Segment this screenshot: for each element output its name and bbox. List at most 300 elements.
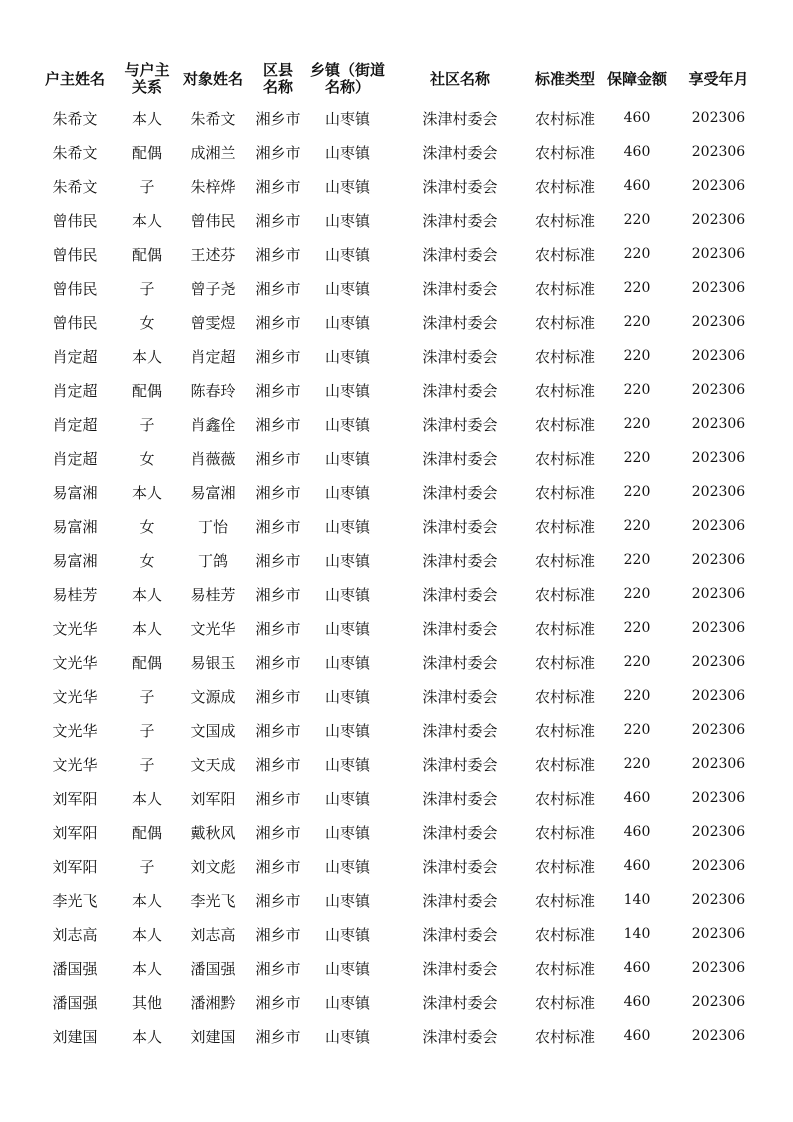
- cell-recipient-name: 刘志高: [190, 925, 236, 944]
- cell-community: 洙津村委会: [422, 755, 498, 774]
- cell-relation: 本人: [131, 959, 162, 978]
- cell-household-head: 易富湘: [52, 551, 98, 570]
- cell-standard-type: 农村标准: [534, 483, 595, 502]
- cell-county: 湘乡市: [255, 347, 301, 366]
- cell-county: 湘乡市: [255, 415, 301, 434]
- cell-relation: 子: [139, 415, 155, 434]
- cell-standard-type: 农村标准: [534, 143, 595, 162]
- cell-amount: 460: [623, 994, 651, 1010]
- cell-period: 202306: [691, 858, 746, 874]
- cell-amount: 460: [623, 110, 651, 126]
- table-row: [31, 543, 763, 577]
- cell-standard-type: 农村标准: [534, 959, 595, 978]
- cell-community: 洙津村委会: [422, 789, 498, 808]
- cell-town: 山枣镇: [324, 993, 370, 1012]
- cell-household-head: 肖定超: [52, 415, 98, 434]
- header-community-label: 社区名称: [429, 69, 490, 88]
- cell-household-head: 文光华: [52, 653, 98, 672]
- table-row: [31, 713, 763, 747]
- cell-county: 湘乡市: [255, 211, 301, 230]
- cell-relation: 本人: [131, 1027, 162, 1046]
- cell-town: 山枣镇: [324, 1027, 370, 1046]
- cell-relation: 子: [139, 721, 155, 740]
- cell-community: 洙津村委会: [422, 245, 498, 264]
- cell-recipient-name: 戴秋风: [190, 823, 236, 842]
- cell-amount: 220: [623, 450, 651, 466]
- cell-household-head: 文光华: [52, 619, 98, 638]
- cell-standard-type: 农村标准: [534, 347, 595, 366]
- header-amount: [600, 57, 674, 101]
- cell-relation: 本人: [131, 347, 162, 366]
- cell-amount: 460: [623, 790, 651, 806]
- cell-household-head: 曾伟民: [52, 279, 98, 298]
- cell-period: 202306: [691, 246, 746, 262]
- cell-period: 202306: [691, 110, 746, 126]
- cell-recipient-name: 潘湘黔: [190, 993, 236, 1012]
- cell-period: 202306: [691, 892, 746, 908]
- header-relation-line1: 与户主: [124, 61, 170, 79]
- cell-county: 湘乡市: [255, 891, 301, 910]
- cell-recipient-name: 丁怡: [197, 517, 228, 536]
- table-row: [31, 475, 763, 509]
- header-amount-label: 保障金额: [606, 69, 667, 88]
- cell-period: 202306: [691, 790, 746, 806]
- cell-household-head: 易富湘: [52, 517, 98, 536]
- cell-town: 山枣镇: [324, 823, 370, 842]
- cell-recipient-name: 肖薇薇: [190, 449, 236, 468]
- cell-relation: 本人: [131, 211, 162, 230]
- cell-amount: 140: [623, 892, 651, 908]
- cell-recipient-name: 易桂芳: [190, 585, 236, 604]
- cell-county: 湘乡市: [255, 517, 301, 536]
- header-row: [31, 57, 763, 101]
- cell-household-head: 曾伟民: [52, 211, 98, 230]
- cell-town: 山枣镇: [324, 449, 370, 468]
- cell-community: 洙津村委会: [422, 381, 498, 400]
- cell-amount: 140: [623, 926, 651, 942]
- cell-household-head: 文光华: [52, 755, 98, 774]
- cell-standard-type: 农村标准: [534, 619, 595, 638]
- table-row: [31, 101, 763, 135]
- table-row: [31, 203, 763, 237]
- cell-town: 山枣镇: [324, 211, 370, 230]
- cell-period: 202306: [691, 824, 746, 840]
- cell-period: 202306: [691, 994, 746, 1010]
- cell-recipient-name: 曾雯煜: [190, 313, 236, 332]
- cell-standard-type: 农村标准: [534, 279, 595, 298]
- header-standard-type-label: 标准类型: [534, 69, 595, 88]
- cell-recipient-name: 刘军阳: [190, 789, 236, 808]
- cell-county: 湘乡市: [255, 789, 301, 808]
- cell-period: 202306: [691, 960, 746, 976]
- cell-county: 湘乡市: [255, 585, 301, 604]
- header-recipient-name: [175, 57, 251, 101]
- cell-relation: 子: [139, 687, 155, 706]
- cell-standard-type: 农村标准: [534, 721, 595, 740]
- cell-standard-type: 农村标准: [534, 823, 595, 842]
- cell-amount: 220: [623, 280, 651, 296]
- header-county: [251, 57, 305, 101]
- cell-period: 202306: [691, 654, 746, 670]
- cell-household-head: 文光华: [52, 687, 98, 706]
- cell-period: 202306: [691, 722, 746, 738]
- cell-period: 202306: [691, 450, 746, 466]
- cell-county: 湘乡市: [255, 993, 301, 1012]
- cell-standard-type: 农村标准: [534, 925, 595, 944]
- cell-standard-type: 农村标准: [534, 857, 595, 876]
- cell-period: 202306: [691, 280, 746, 296]
- cell-county: 湘乡市: [255, 925, 301, 944]
- cell-standard-type: 农村标准: [534, 211, 595, 230]
- cell-standard-type: 农村标准: [534, 313, 595, 332]
- cell-recipient-name: 丁鸽: [197, 551, 228, 570]
- cell-amount: 220: [623, 552, 651, 568]
- cell-relation: 本人: [131, 891, 162, 910]
- cell-town: 山枣镇: [324, 925, 370, 944]
- cell-town: 山枣镇: [324, 721, 370, 740]
- cell-county: 湘乡市: [255, 143, 301, 162]
- cell-community: 洙津村委会: [422, 1027, 498, 1046]
- cell-relation: 子: [139, 755, 155, 774]
- cell-relation: 本人: [131, 925, 162, 944]
- cell-household-head: 易桂芳: [52, 585, 98, 604]
- cell-relation: 配偶: [131, 381, 162, 400]
- cell-period: 202306: [691, 144, 746, 160]
- cell-standard-type: 农村标准: [534, 551, 595, 570]
- header-town: [305, 57, 390, 101]
- cell-town: 山枣镇: [324, 245, 370, 264]
- cell-period: 202306: [691, 586, 746, 602]
- cell-relation: 本人: [131, 789, 162, 808]
- cell-relation: 配偶: [131, 245, 162, 264]
- cell-period: 202306: [691, 178, 746, 194]
- cell-county: 湘乡市: [255, 1027, 301, 1046]
- cell-town: 山枣镇: [324, 857, 370, 876]
- table-row: [31, 781, 763, 815]
- cell-recipient-name: 文光华: [190, 619, 236, 638]
- cell-recipient-name: 朱希文: [190, 109, 236, 128]
- table-row: [31, 951, 763, 985]
- cell-period: 202306: [691, 348, 746, 364]
- cell-standard-type: 农村标准: [534, 109, 595, 128]
- cell-relation: 女: [139, 517, 155, 536]
- table-row: [31, 985, 763, 1019]
- cell-community: 洙津村委会: [422, 109, 498, 128]
- table-row: [31, 815, 763, 849]
- cell-household-head: 朱希文: [52, 109, 98, 128]
- cell-amount: 460: [623, 1028, 651, 1044]
- cell-amount: 220: [623, 756, 651, 772]
- cell-community: 洙津村委会: [422, 857, 498, 876]
- header-county-line1: 区县: [262, 61, 293, 79]
- cell-county: 湘乡市: [255, 687, 301, 706]
- cell-household-head: 刘建国: [52, 1027, 98, 1046]
- cell-standard-type: 农村标准: [534, 1027, 595, 1046]
- cell-amount: 460: [623, 144, 651, 160]
- cell-community: 洙津村委会: [422, 721, 498, 740]
- table-row: [31, 441, 763, 475]
- cell-household-head: 刘志高: [52, 925, 98, 944]
- table-row: [31, 849, 763, 883]
- header-county-line2: 名称: [262, 78, 293, 96]
- cell-town: 山枣镇: [324, 585, 370, 604]
- cell-household-head: 易富湘: [52, 483, 98, 502]
- cell-amount: 220: [623, 314, 651, 330]
- cell-relation: 子: [139, 857, 155, 876]
- table-row: [31, 1019, 763, 1053]
- table-row: [31, 883, 763, 917]
- cell-county: 湘乡市: [255, 959, 301, 978]
- cell-amount: 460: [623, 178, 651, 194]
- cell-community: 洙津村委会: [422, 619, 498, 638]
- cell-relation: 本人: [131, 109, 162, 128]
- cell-relation: 本人: [131, 619, 162, 638]
- cell-amount: 220: [623, 212, 651, 228]
- cell-period: 202306: [691, 620, 746, 636]
- cell-county: 湘乡市: [255, 721, 301, 740]
- cell-recipient-name: 曾伟民: [190, 211, 236, 230]
- cell-standard-type: 农村标准: [534, 653, 595, 672]
- cell-amount: 220: [623, 586, 651, 602]
- table-row: [31, 373, 763, 407]
- header-recipient-name-label: 对象姓名: [182, 69, 243, 88]
- document-sheet: [31, 57, 763, 1053]
- cell-relation: 本人: [131, 483, 162, 502]
- cell-relation: 子: [139, 279, 155, 298]
- cell-amount: 220: [623, 654, 651, 670]
- cell-county: 湘乡市: [255, 449, 301, 468]
- cell-community: 洙津村委会: [422, 823, 498, 842]
- cell-relation: 女: [139, 449, 155, 468]
- table-row: [31, 917, 763, 951]
- table-row: [31, 645, 763, 679]
- cell-relation: 女: [139, 551, 155, 570]
- cell-town: 山枣镇: [324, 483, 370, 502]
- cell-period: 202306: [691, 212, 746, 228]
- cell-recipient-name: 李光飞: [190, 891, 236, 910]
- table-header: [31, 57, 763, 101]
- subsidy-roster-table: [31, 57, 763, 1053]
- cell-town: 山枣镇: [324, 517, 370, 536]
- cell-amount: 220: [623, 348, 651, 364]
- cell-county: 湘乡市: [255, 177, 301, 196]
- header-household-head-label: 户主姓名: [44, 69, 105, 88]
- cell-community: 洙津村委会: [422, 925, 498, 944]
- cell-period: 202306: [691, 416, 746, 432]
- cell-recipient-name: 朱梓烨: [190, 177, 236, 196]
- cell-community: 洙津村委会: [422, 279, 498, 298]
- cell-community: 洙津村委会: [422, 959, 498, 978]
- cell-town: 山枣镇: [324, 347, 370, 366]
- cell-standard-type: 农村标准: [534, 585, 595, 604]
- header-household-head: [31, 57, 119, 101]
- cell-recipient-name: 刘文彪: [190, 857, 236, 876]
- cell-community: 洙津村委会: [422, 415, 498, 434]
- cell-household-head: 肖定超: [52, 347, 98, 366]
- cell-town: 山枣镇: [324, 755, 370, 774]
- cell-community: 洙津村委会: [422, 585, 498, 604]
- cell-standard-type: 农村标准: [534, 755, 595, 774]
- cell-relation: 子: [139, 177, 155, 196]
- cell-standard-type: 农村标准: [534, 789, 595, 808]
- table-row: [31, 577, 763, 611]
- header-relation-line2: 关系: [131, 78, 162, 96]
- cell-recipient-name: 成湘兰: [190, 143, 236, 162]
- cell-period: 202306: [691, 756, 746, 772]
- cell-community: 洙津村委会: [422, 517, 498, 536]
- cell-town: 山枣镇: [324, 653, 370, 672]
- cell-household-head: 刘军阳: [52, 823, 98, 842]
- table-row: [31, 237, 763, 271]
- cell-standard-type: 农村标准: [534, 687, 595, 706]
- cell-town: 山枣镇: [324, 551, 370, 570]
- cell-household-head: 朱希文: [52, 143, 98, 162]
- cell-period: 202306: [691, 484, 746, 500]
- cell-community: 洙津村委会: [422, 313, 498, 332]
- cell-county: 湘乡市: [255, 857, 301, 876]
- cell-household-head: 文光华: [52, 721, 98, 740]
- cell-town: 山枣镇: [324, 891, 370, 910]
- cell-amount: 220: [623, 484, 651, 500]
- cell-county: 湘乡市: [255, 381, 301, 400]
- cell-period: 202306: [691, 314, 746, 330]
- cell-household-head: 朱希文: [52, 177, 98, 196]
- header-county-wrap: [263, 62, 293, 96]
- cell-town: 山枣镇: [324, 143, 370, 162]
- cell-period: 202306: [691, 552, 746, 568]
- cell-county: 湘乡市: [255, 483, 301, 502]
- cell-standard-type: 农村标准: [534, 891, 595, 910]
- cell-period: 202306: [691, 1028, 746, 1044]
- cell-community: 洙津村委会: [422, 653, 498, 672]
- cell-county: 湘乡市: [255, 551, 301, 570]
- cell-standard-type: 农村标准: [534, 517, 595, 536]
- cell-county: 湘乡市: [255, 823, 301, 842]
- header-period-label: 享受年月: [688, 69, 749, 88]
- cell-community: 洙津村委会: [422, 449, 498, 468]
- cell-town: 山枣镇: [324, 789, 370, 808]
- cell-household-head: 肖定超: [52, 449, 98, 468]
- header-town-line1: 乡镇（街道: [309, 61, 385, 79]
- cell-standard-type: 农村标准: [534, 245, 595, 264]
- table-row: [31, 509, 763, 543]
- cell-town: 山枣镇: [324, 313, 370, 332]
- header-town-line2: 名称）: [324, 78, 370, 96]
- cell-relation: 配偶: [131, 653, 162, 672]
- cell-household-head: 李光飞: [52, 891, 98, 910]
- cell-county: 湘乡市: [255, 619, 301, 638]
- cell-household-head: 刘军阳: [52, 857, 98, 876]
- cell-household-head: 曾伟民: [52, 313, 98, 332]
- cell-county: 湘乡市: [255, 653, 301, 672]
- cell-amount: 220: [623, 518, 651, 534]
- cell-amount: 220: [623, 382, 651, 398]
- cell-recipient-name: 文天成: [190, 755, 236, 774]
- cell-relation: 本人: [131, 585, 162, 604]
- cell-period: 202306: [691, 926, 746, 942]
- header-town-wrap: [310, 62, 385, 96]
- cell-recipient-name: 刘建国: [190, 1027, 236, 1046]
- cell-household-head: 潘国强: [52, 993, 98, 1012]
- table-row: [31, 305, 763, 339]
- cell-county: 湘乡市: [255, 313, 301, 332]
- table-row: [31, 679, 763, 713]
- cell-relation: 女: [139, 313, 155, 332]
- cell-recipient-name: 易银玉: [190, 653, 236, 672]
- cell-community: 洙津村委会: [422, 483, 498, 502]
- cell-recipient-name: 肖鑫佺: [190, 415, 236, 434]
- cell-amount: 460: [623, 960, 651, 976]
- cell-community: 洙津村委会: [422, 177, 498, 196]
- cell-town: 山枣镇: [324, 381, 370, 400]
- table-row: [31, 611, 763, 645]
- cell-community: 洙津村委会: [422, 211, 498, 230]
- cell-community: 洙津村委会: [422, 993, 498, 1012]
- cell-town: 山枣镇: [324, 109, 370, 128]
- table-row: [31, 339, 763, 373]
- cell-recipient-name: 易富湘: [190, 483, 236, 502]
- cell-recipient-name: 肖定超: [190, 347, 236, 366]
- table-row: [31, 407, 763, 441]
- cell-county: 湘乡市: [255, 109, 301, 128]
- header-community: [390, 57, 530, 101]
- header-standard-type: [530, 57, 600, 101]
- cell-household-head: 曾伟民: [52, 245, 98, 264]
- cell-amount: 220: [623, 416, 651, 432]
- cell-town: 山枣镇: [324, 959, 370, 978]
- cell-relation: 配偶: [131, 823, 162, 842]
- cell-standard-type: 农村标准: [534, 449, 595, 468]
- cell-relation: 配偶: [131, 143, 162, 162]
- table-row: [31, 271, 763, 305]
- header-period: [674, 57, 763, 101]
- cell-standard-type: 农村标准: [534, 381, 595, 400]
- cell-amount: 460: [623, 858, 651, 874]
- cell-community: 洙津村委会: [422, 347, 498, 366]
- cell-town: 山枣镇: [324, 177, 370, 196]
- cell-amount: 220: [623, 246, 651, 262]
- cell-town: 山枣镇: [324, 279, 370, 298]
- cell-amount: 220: [623, 620, 651, 636]
- cell-recipient-name: 王述芬: [190, 245, 236, 264]
- cell-recipient-name: 潘国强: [190, 959, 236, 978]
- table-row: [31, 135, 763, 169]
- cell-recipient-name: 文源成: [190, 687, 236, 706]
- cell-county: 湘乡市: [255, 755, 301, 774]
- cell-community: 洙津村委会: [422, 551, 498, 570]
- cell-standard-type: 农村标准: [534, 177, 595, 196]
- cell-recipient-name: 文国成: [190, 721, 236, 740]
- cell-community: 洙津村委会: [422, 143, 498, 162]
- cell-county: 湘乡市: [255, 245, 301, 264]
- cell-period: 202306: [691, 518, 746, 534]
- table-body: [31, 101, 763, 1053]
- cell-household-head: 潘国强: [52, 959, 98, 978]
- cell-recipient-name: 曾子尧: [190, 279, 236, 298]
- cell-community: 洙津村委会: [422, 687, 498, 706]
- cell-amount: 460: [623, 824, 651, 840]
- header-relation-wrap: [124, 62, 169, 96]
- table-row: [31, 747, 763, 781]
- cell-standard-type: 农村标准: [534, 415, 595, 434]
- table-row: [31, 169, 763, 203]
- cell-household-head: 刘军阳: [52, 789, 98, 808]
- cell-period: 202306: [691, 382, 746, 398]
- cell-amount: 220: [623, 688, 651, 704]
- cell-recipient-name: 陈春玲: [190, 381, 236, 400]
- cell-relation: 其他: [131, 993, 162, 1012]
- cell-amount: 220: [623, 722, 651, 738]
